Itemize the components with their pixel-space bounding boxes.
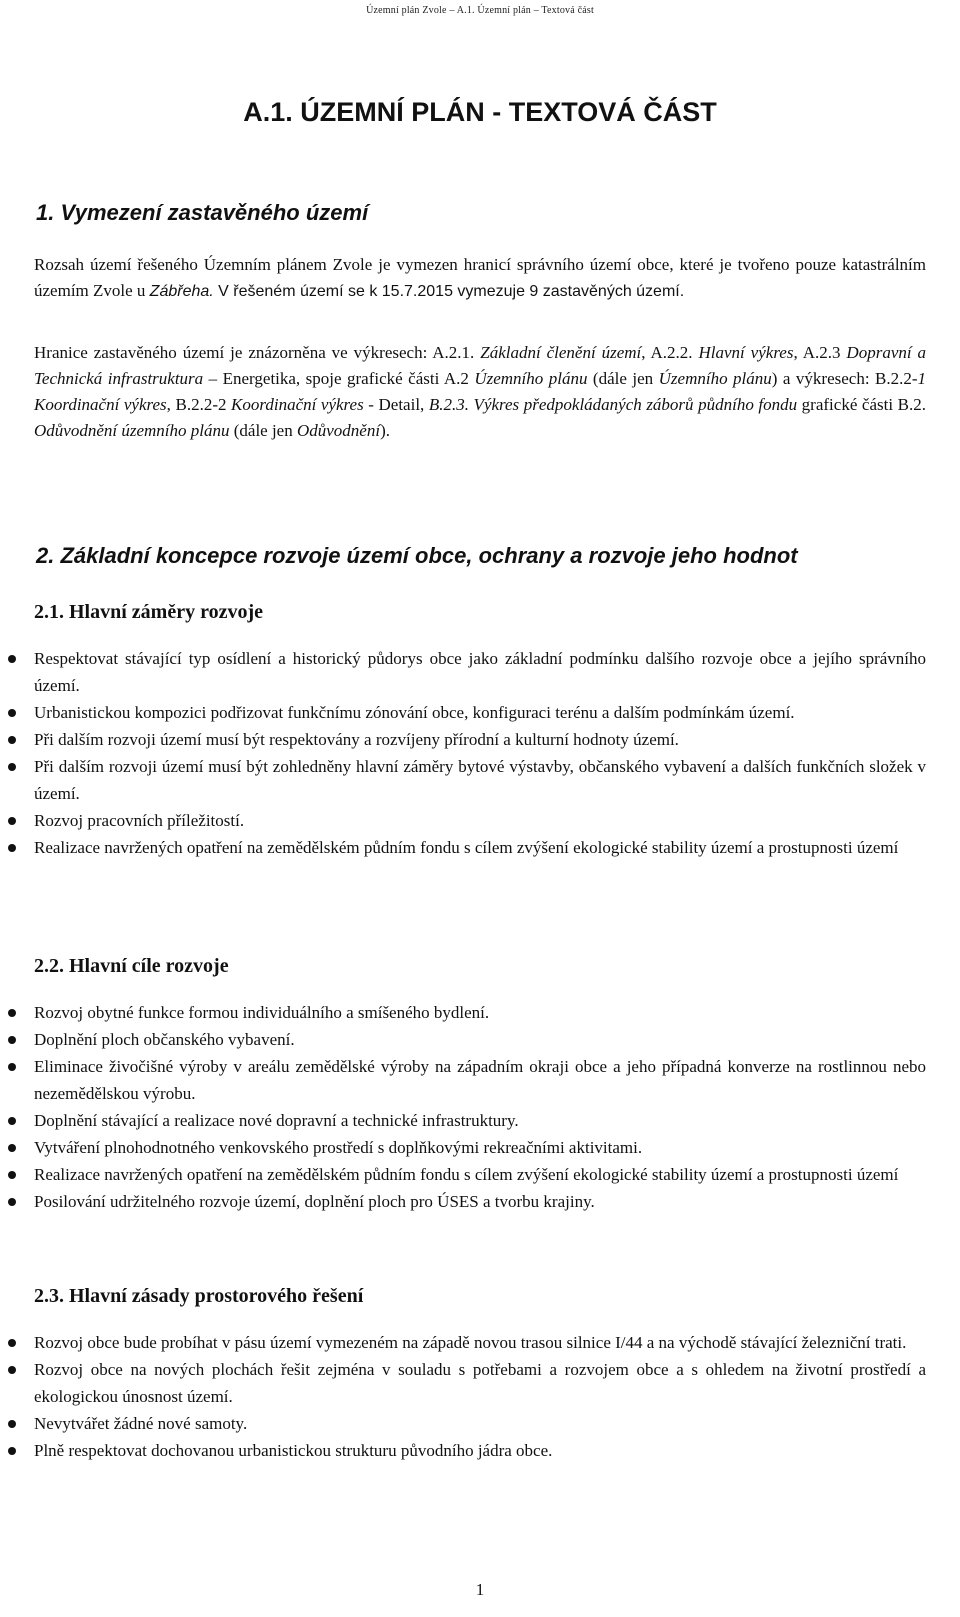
section-1-heading: 1. Vymezení zastavěného území bbox=[36, 200, 369, 225]
list-item: Nevytvářet žádné nové samoty. bbox=[0, 1410, 926, 1437]
p2-text-b: Základní členění území bbox=[480, 343, 642, 362]
p2-text-q: grafické části B.2. bbox=[797, 395, 926, 414]
list-item: Realizace navržených opatření na zemědělském půdním fondu s cílem zvýšení ekologické stability území a prostupnosti území bbox=[0, 1161, 926, 1188]
p2-text-t: Odůvodnění bbox=[296, 421, 381, 440]
p2-text-h: Územního plánu bbox=[474, 369, 588, 388]
bullet-icon bbox=[8, 655, 16, 663]
bullet-icon bbox=[8, 736, 16, 744]
section-2-2-heading: 2.2. Hlavní cíle rozvoje bbox=[34, 955, 229, 977]
p2-text-d: Hlavní výkres bbox=[698, 343, 794, 362]
list-item: Realizace navržených opatření na zemědělském půdním fondu s cílem zvýšení ekologické stability území a prostupnosti území bbox=[0, 834, 926, 861]
list-item: Rozvoj pracovních příležitostí. bbox=[0, 807, 926, 834]
p2-text-f: Dopravní a Technická infrastruktura – bbox=[34, 343, 927, 388]
p2-text-n: Koordinační výkres bbox=[231, 395, 364, 414]
list-item: Vytváření plnohodnotného venkovského prostředí s doplňkovými rekreačními aktivitami. bbox=[0, 1134, 926, 1161]
bullet-icon bbox=[8, 817, 16, 825]
bullet-icon bbox=[8, 1366, 16, 1374]
p2-text-o: - Detail, bbox=[363, 395, 429, 414]
section-1-paragraph-2 bbox=[34, 340, 926, 444]
p2-text-l: 1 Koordinační výkres bbox=[34, 369, 927, 414]
p1-text-a: Rozsah území řešeného Územním plánem Zvole je vymezen hranicí správního území obce, které je tvořeno pouze katastrálním územím Zvole u bbox=[34, 255, 926, 300]
bullet-icon bbox=[8, 1036, 16, 1044]
bullet-icon bbox=[8, 1009, 16, 1017]
bullet-icon bbox=[8, 1339, 16, 1347]
section-2-2-list bbox=[0, 999, 960, 1215]
p1-text-b: Zábřeha. bbox=[149, 283, 214, 300]
list-item: Posilování udržitelného rozvoje území, doplnění ploch pro ÚSES a tvorbu krajiny. bbox=[0, 1188, 926, 1215]
bullet-icon bbox=[8, 1447, 16, 1455]
list-item: Respektovat stávající typ osídlení a historický půdorys obce jako základní podmínku dalšího rozvoje obce a jejího správního území. bbox=[0, 645, 926, 699]
p2-text-u: ). bbox=[380, 421, 390, 440]
p2-text-e: , A.2.3 bbox=[793, 343, 847, 362]
list-item: Při dalším rozvoji území musí být respektovány a rozvíjeny přírodní a kulturní hodnoty území. bbox=[0, 726, 926, 753]
section-2-heading: 2. Základní koncepce rozvoje území obce, ochrany a rozvoje jeho hodnot bbox=[36, 543, 798, 568]
document-title: A.1. ÚZEMNÍ PLÁN - TEXTOVÁ ČÁST bbox=[243, 97, 717, 127]
bullet-icon bbox=[8, 1171, 16, 1179]
list-item: Při dalším rozvoji území musí být zohledněny hlavní záměry bytové výstavby, občanského vybavení a dalších funkčních složek v území. bbox=[0, 753, 926, 807]
bullet-icon bbox=[8, 1063, 16, 1071]
section-1-paragraph-1 bbox=[34, 252, 926, 305]
p2-text-c: , A.2.2. bbox=[641, 343, 699, 362]
list-item: Rozvoj obce na nových plochách řešit zejména v souladu s potřebami a rozvojem obce a s ohledem na životní prostředí a ekologickou únosnost území. bbox=[0, 1356, 926, 1410]
section-2-3-heading: 2.3. Hlavní zásady prostorového řešení bbox=[34, 1285, 364, 1307]
p2-text-m: , B.2.2-2 bbox=[166, 395, 232, 414]
section-2-3-list bbox=[0, 1329, 960, 1464]
list-item: Rozvoj obce bude probíhat v pásu území vymezeném na západě novou trasou silnice I/44 a na východě stávající železniční trati. bbox=[0, 1329, 926, 1356]
list-item: Urbanistickou kompozici podřizovat funkčnímu zónování obce, konfiguraci terénu a dalším podmínkám území. bbox=[0, 699, 926, 726]
bullet-icon bbox=[8, 1420, 16, 1428]
section-2-1-list bbox=[0, 645, 960, 861]
bullet-icon bbox=[8, 709, 16, 717]
list-item: Rozvoj obytné funkce formou individuálního a smíšeného bydlení. bbox=[0, 999, 926, 1026]
section-2-1-heading: 2.1. Hlavní záměry rozvoje bbox=[34, 601, 264, 623]
p2-text-s: (dále jen bbox=[229, 421, 297, 440]
p2-text-p: B.2.3. Výkres předpokládaných záborů půdního fondu bbox=[428, 395, 798, 414]
p2-text-g: Energetika, spoje grafické části A.2 bbox=[222, 369, 475, 388]
bullet-icon bbox=[8, 1198, 16, 1206]
bullet-icon bbox=[8, 763, 16, 771]
p2-text-i: (dále jen bbox=[587, 369, 659, 388]
page-number: 1 bbox=[475, 1580, 485, 1599]
list-item: Doplnění stávající a realizace nové dopravní a technické infrastruktury. bbox=[0, 1107, 926, 1134]
p1-text-c: V řešeném území se k 15.7.2015 vymezuje 9 zastavěných území. bbox=[213, 283, 685, 300]
p2-text-k: ) a výkresech: B.2.2- bbox=[771, 369, 918, 388]
list-item: Plně respektovat dochovanou urbanistickou strukturu původního jádra obce. bbox=[0, 1437, 926, 1464]
bullet-icon bbox=[8, 844, 16, 852]
running-header: Územní plán Zvole – A.1. Územní plán – Textová část bbox=[366, 5, 594, 16]
p2-text-r: Odůvodnění územního plánu bbox=[34, 421, 230, 440]
bullet-icon bbox=[8, 1144, 16, 1152]
list-item: Eliminace živočišné výroby v areálu zemědělské výroby na západním okraji obce a jeho případná konverze na rostlinnou nebo nezemědělskou výrobu. bbox=[0, 1053, 926, 1107]
list-item: Doplnění ploch občanského vybavení. bbox=[0, 1026, 926, 1053]
p2-text-a: Hranice zastavěného území je znázorněna ve výkresech: A.2.1. bbox=[34, 343, 481, 362]
p2-text-j: Územního plánu bbox=[658, 369, 772, 388]
bullet-icon bbox=[8, 1117, 16, 1125]
